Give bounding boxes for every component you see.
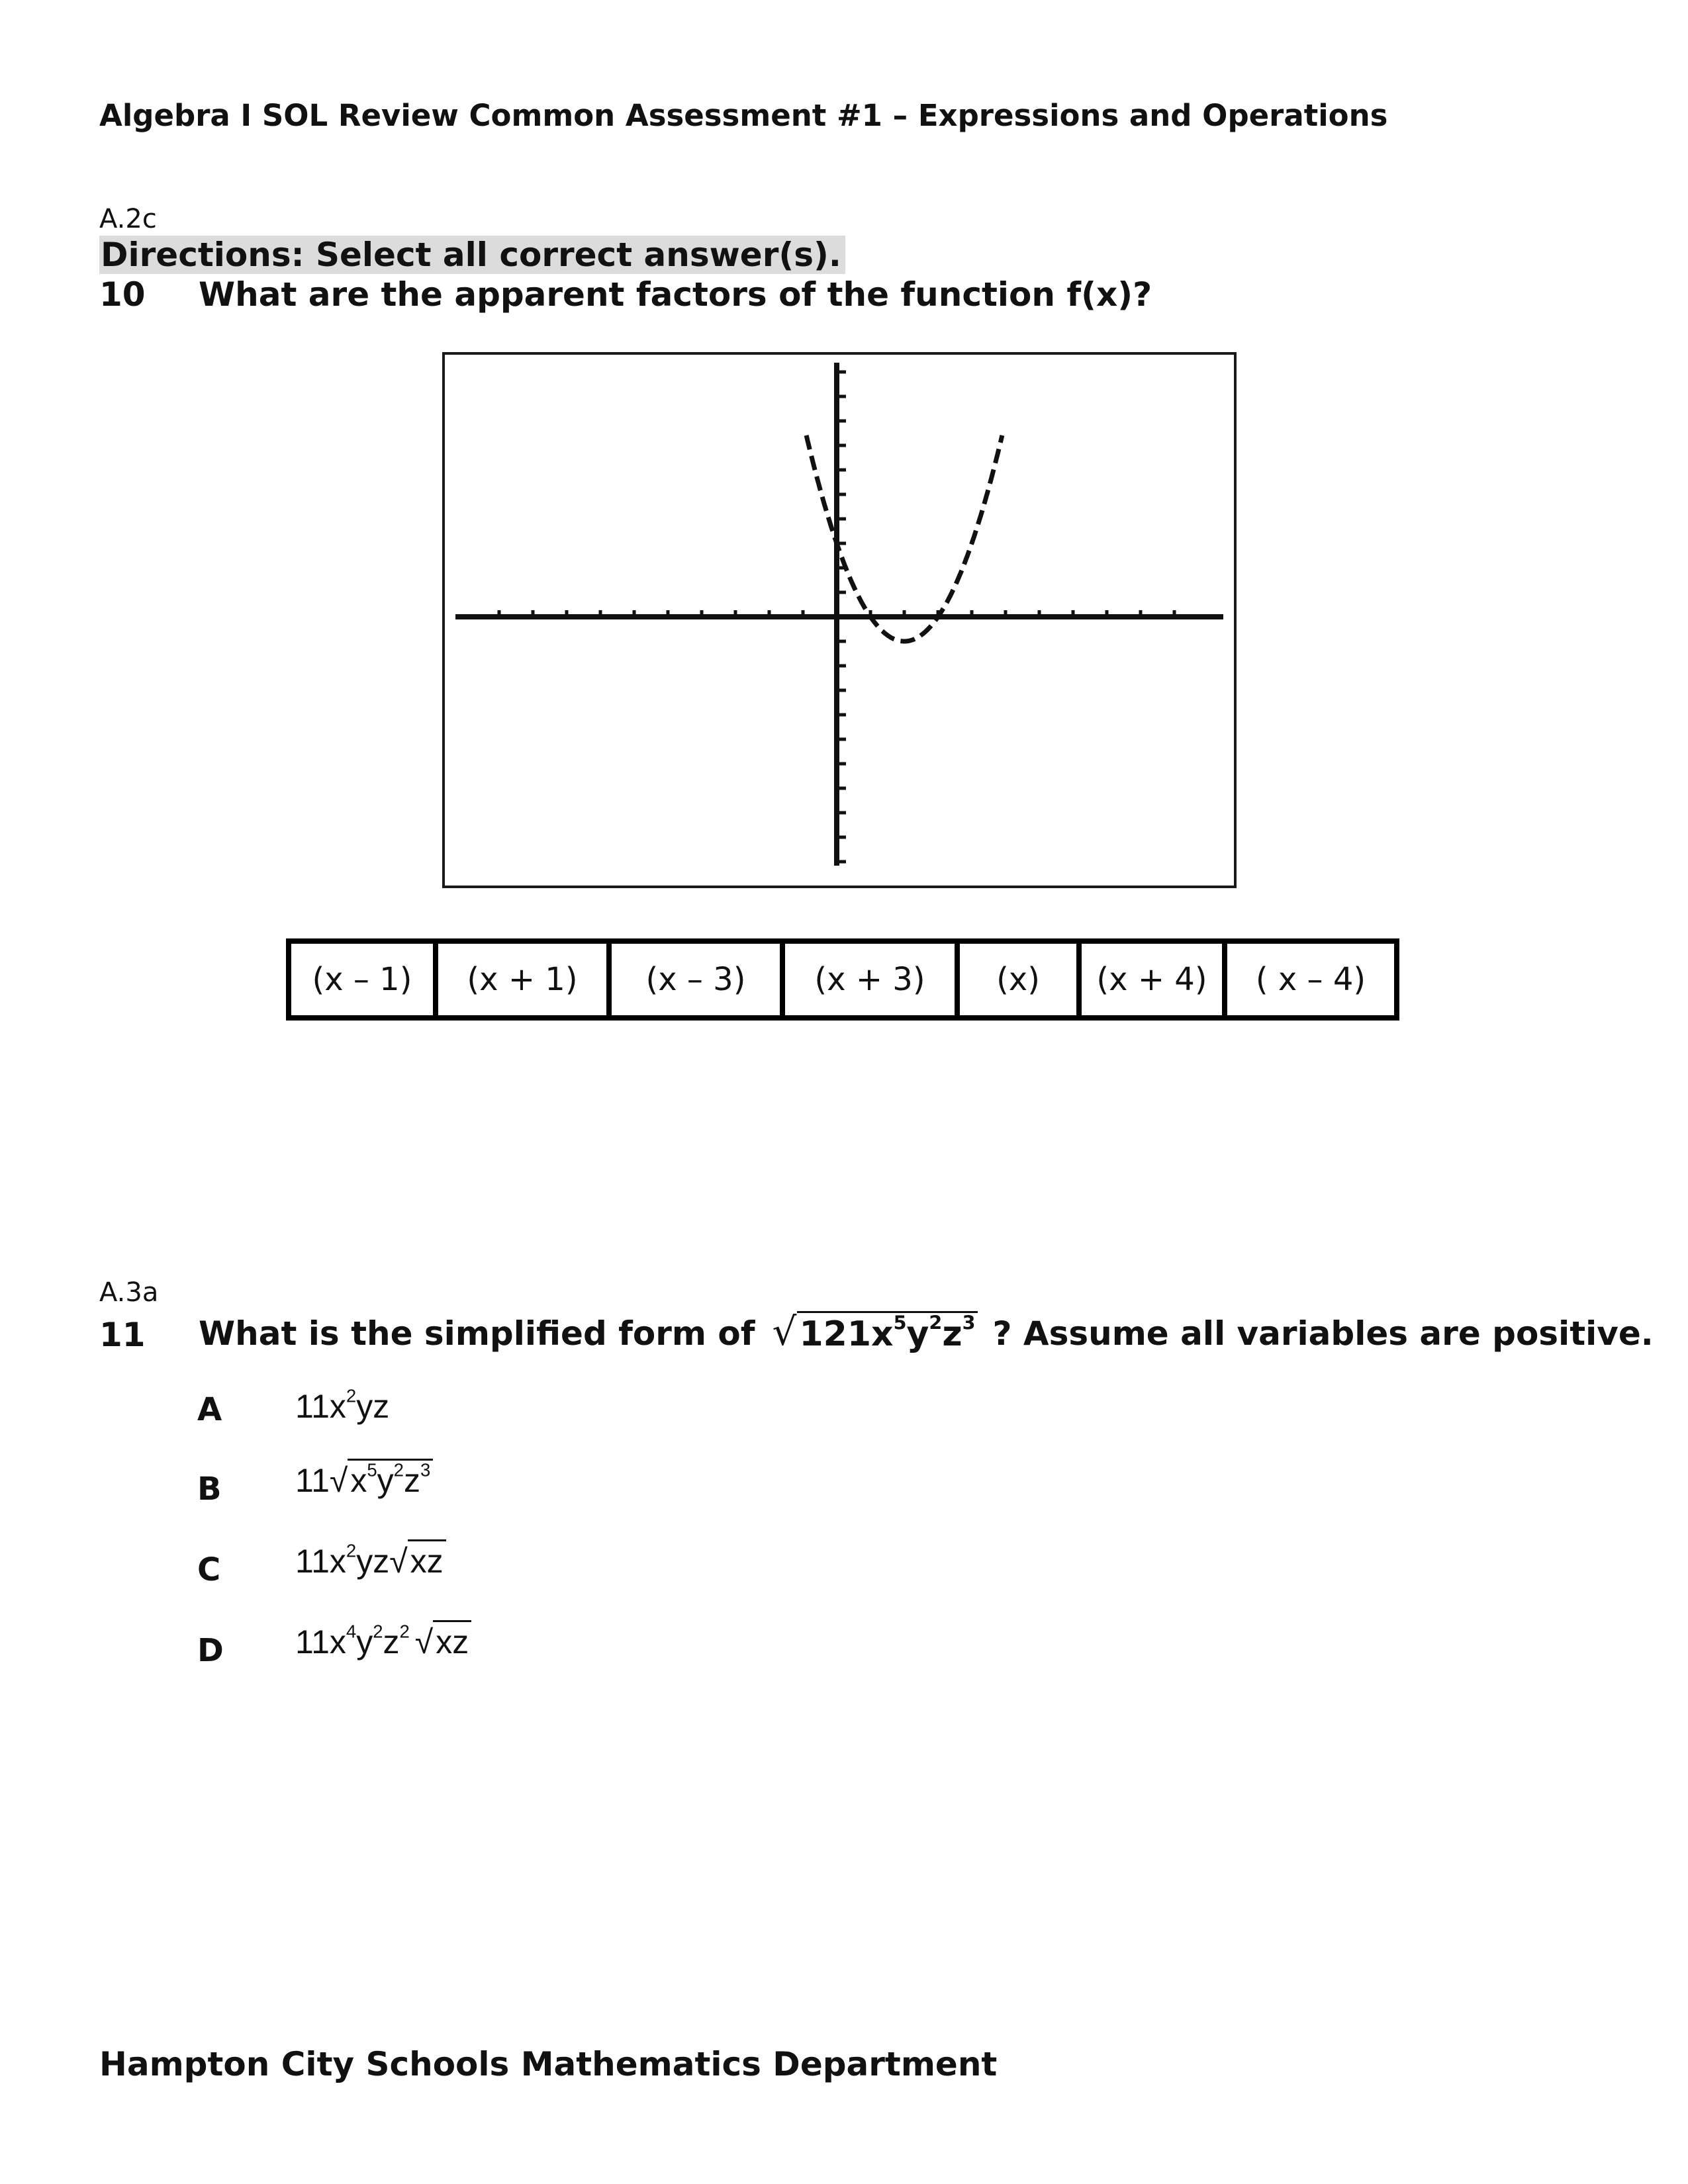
choice-c-part: 11x: [295, 1543, 346, 1580]
choice-letter-b: B: [197, 1471, 222, 1508]
choice-d-part: 11x: [295, 1623, 346, 1661]
question-number-11: 11: [99, 1316, 146, 1354]
standard-label-a2c: A.2c: [99, 204, 157, 234]
factor-option-x[interactable]: (x): [960, 944, 1082, 1015]
choice-d-part: y: [356, 1623, 373, 1661]
choice-a-exp: 2: [346, 1385, 357, 1406]
choice-b[interactable]: [295, 1461, 433, 1500]
choice-d-exp: 4: [346, 1621, 357, 1642]
choice-d-radicand: xz: [433, 1620, 471, 1661]
choice-b-radicand: [348, 1459, 433, 1499]
choice-b-exp: 3: [420, 1459, 431, 1480]
choice-d-exp: 2: [373, 1621, 383, 1642]
choice-c-exp: 2: [346, 1540, 357, 1561]
factor-option-x-minus-4[interactable]: ( x – 4): [1255, 961, 1366, 998]
radical-expression: [773, 1309, 978, 1354]
choice-c-part: yz: [356, 1543, 390, 1580]
var-y: y: [906, 1314, 929, 1354]
choice-b-part: y: [377, 1462, 394, 1499]
radicand: [797, 1311, 978, 1354]
choice-d-exp: 2: [399, 1621, 410, 1642]
radical-sign: √: [414, 1623, 434, 1661]
prompt-before: What is the simplified form of: [199, 1314, 755, 1353]
question-10-prompt: What are the apparent factors of the function f(x)?: [199, 275, 1152, 314]
radical-sign: √: [329, 1462, 348, 1499]
page-title: Algebra I SOL Review Common Assessment #1 – Expressions and Operations: [99, 98, 1388, 133]
choice-c-radicand: xz: [408, 1539, 446, 1580]
prompt-after: ? Assume all variables are positive.: [992, 1314, 1654, 1353]
choice-letter-a: A: [197, 1391, 222, 1428]
directions-text: Directions: Select all correct answer(s).: [99, 236, 845, 274]
factor-option-x-plus-3[interactable]: (x + 3): [785, 944, 960, 1015]
choice-d[interactable]: [295, 1623, 471, 1661]
choice-b-part: 11: [295, 1462, 330, 1499]
choice-b-part: z: [403, 1462, 420, 1499]
choice-a[interactable]: [295, 1387, 389, 1426]
factor-option-x-plus-1[interactable]: (x + 1): [438, 944, 612, 1015]
choice-c[interactable]: [295, 1542, 446, 1580]
radical-sign: √: [772, 1309, 797, 1354]
factor-option-x-plus-4[interactable]: (x + 4): [1082, 944, 1227, 1015]
choice-a-part: 11x: [295, 1388, 346, 1425]
calculator-graph: [442, 352, 1237, 888]
exp-3: 3: [962, 1311, 976, 1334]
factor-option-x-minus-1[interactable]: (x – 1): [291, 944, 438, 1015]
radical-sign: √: [389, 1543, 408, 1580]
choice-a-part: yz: [356, 1388, 390, 1425]
footer-text: Hampton City Schools Mathematics Department: [99, 2045, 998, 2083]
exp-2: 2: [929, 1311, 943, 1334]
parabola-graph-svg: [445, 355, 1234, 886]
factor-answer-table: [286, 938, 1399, 1021]
choice-letter-d: D: [197, 1632, 224, 1669]
choice-letter-c: C: [197, 1551, 221, 1588]
exp-5: 5: [893, 1311, 907, 1334]
standard-label-a3a: A.3a: [99, 1277, 159, 1308]
choice-b-exp: 5: [367, 1459, 377, 1480]
choice-b-exp: 2: [393, 1459, 404, 1480]
radicand-coef: 121x: [799, 1314, 894, 1354]
var-z: z: [942, 1314, 962, 1354]
factor-option-x-minus-3[interactable]: (x – 3): [612, 944, 785, 1015]
question-11-prompt: [199, 1309, 1654, 1354]
question-number-10: 10: [99, 275, 146, 314]
choice-b-part: x: [350, 1462, 367, 1499]
graph-axes: [455, 363, 1223, 866]
choice-d-part: z: [383, 1623, 400, 1661]
